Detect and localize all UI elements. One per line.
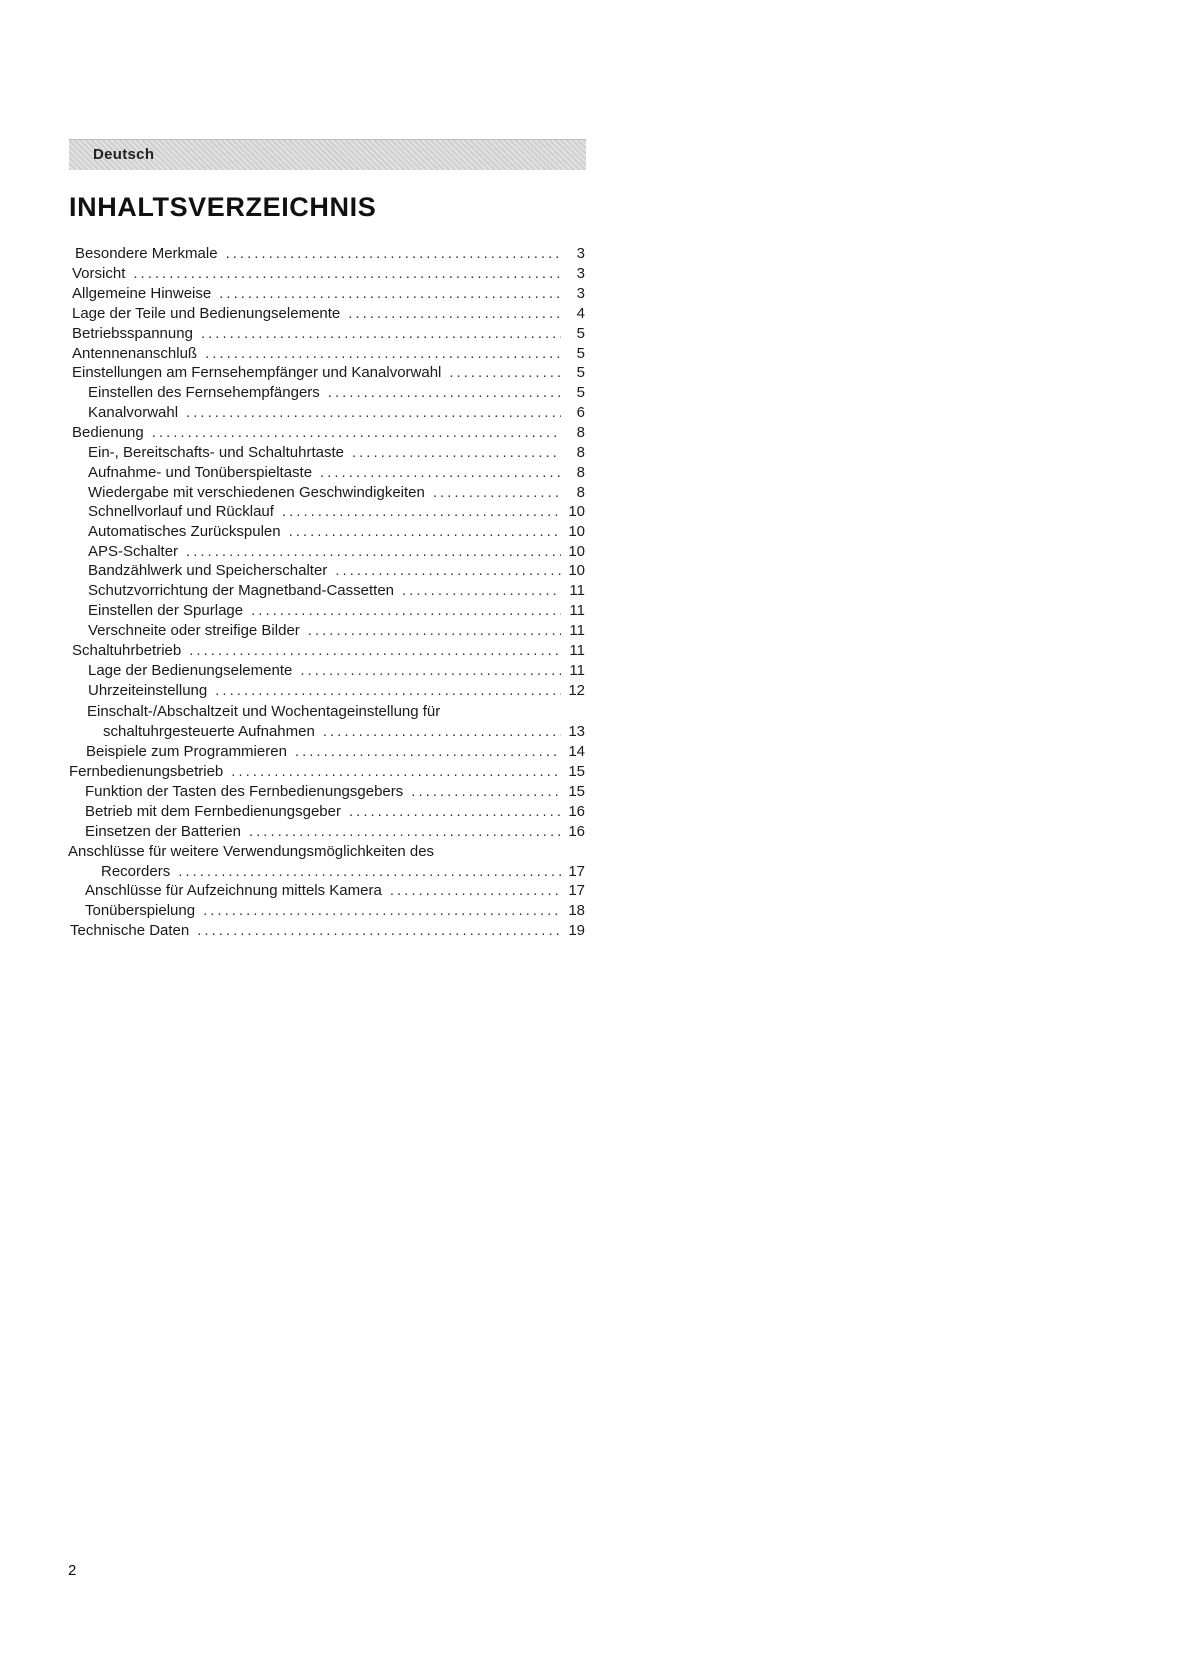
toc-entry-label: Einsetzen der Batterien — [85, 823, 241, 840]
toc-dot-leader — [449, 363, 561, 382]
toc-entry — [72, 641, 585, 660]
toc-entry-label: Technische Daten — [70, 922, 190, 939]
toc-dot-leader — [433, 483, 561, 502]
toc-subentry — [85, 901, 585, 920]
toc-entry-page: 14 — [568, 743, 585, 760]
toc-entry — [75, 244, 585, 263]
toc-entry-page: 17 — [568, 863, 585, 880]
toc-entry-label: Aufnahme- und Tonüberspieltaste — [88, 464, 313, 481]
toc-subentry — [88, 561, 585, 580]
toc-dot-leader — [205, 344, 561, 363]
toc-subentry — [88, 502, 585, 521]
toc-entry-label: Schutzvorrichtung der Magnetband-Cassetten — [88, 582, 395, 599]
toc-entry — [69, 762, 585, 781]
toc-entry-page: 8 — [576, 464, 585, 481]
toc-entry-page: 8 — [576, 484, 585, 501]
toc-entry-page: 5 — [576, 325, 585, 342]
toc-entry-page: 17 — [568, 882, 585, 899]
toc-entry-page: 12 — [568, 682, 585, 699]
toc-subentry — [86, 742, 585, 761]
toc-entry-page: 11 — [569, 642, 585, 659]
toc-entry-label: Schaltuhrbetrieb — [72, 642, 182, 659]
toc-entry-label: Bedienung — [72, 424, 144, 441]
toc-entry-label: Antennenanschluß — [72, 345, 198, 362]
toc-entry — [72, 304, 585, 323]
toc-entry — [72, 324, 585, 343]
toc-subentry — [88, 463, 585, 482]
toc-entry-page: 3 — [576, 245, 585, 262]
toc-entry-label: Anschlüsse für Aufzeichnung mittels Kamera — [85, 882, 382, 899]
toc-dot-leader — [390, 881, 561, 900]
toc-dot-leader — [203, 901, 561, 920]
toc-entry-label: Schnellvorlauf und Rücklauf — [88, 503, 274, 520]
toc-entry-label: Einstellen des Fernsehempfängers — [88, 384, 320, 401]
toc-entry-label: Betrieb mit dem Fernbedienungsgeber — [85, 803, 341, 820]
toc-entry-page: 10 — [568, 503, 585, 520]
toc-entry-label: Tonüberspielung — [85, 902, 196, 919]
toc-entry-label: Beispiele zum Programmieren — [86, 743, 287, 760]
toc-subentry — [85, 802, 585, 821]
toc-entry — [72, 284, 585, 303]
toc-entry-label: Fernbedienungsbetrieb — [69, 763, 224, 780]
toc-dot-leader — [320, 463, 561, 482]
toc-dot-leader — [289, 522, 561, 541]
toc-entry-page: 11 — [569, 602, 585, 619]
toc-entry-page: 10 — [568, 523, 585, 540]
toc-entry-page: 16 — [568, 823, 585, 840]
toc-subentry — [88, 661, 585, 680]
toc-dot-leader — [328, 383, 561, 402]
toc-entry-page: 5 — [576, 345, 585, 362]
toc-dot-leader — [197, 921, 561, 940]
toc-entry-label: Betriebsspannung — [72, 325, 193, 342]
toc-entry-page: 10 — [568, 543, 585, 560]
toc-dot-leader — [219, 284, 561, 303]
toc-entry-label: Automatisches Zurückspulen — [88, 523, 281, 540]
toc-entry-page: 19 — [568, 922, 585, 939]
toc-entry-page: 8 — [576, 424, 585, 441]
toc-dot-leader — [186, 403, 561, 422]
toc-dot-leader — [308, 621, 561, 640]
toc-dot-leader — [231, 762, 561, 781]
toc-entry — [70, 921, 585, 940]
toc-entry-page: 18 — [568, 902, 585, 919]
toc-entry-label: Lage der Bedienungselemente — [88, 662, 293, 679]
toc-entry-label: Einstellen der Spurlage — [88, 602, 244, 619]
toc-entry — [72, 363, 585, 382]
page-number: 2 — [68, 1562, 77, 1579]
toc-entry — [72, 344, 585, 363]
toc-entry-label: Recorders — [101, 863, 171, 880]
toc-entry-page: 6 — [576, 404, 585, 421]
toc-subentry — [88, 483, 585, 502]
toc-entry-page: 11 — [569, 662, 585, 679]
toc-entry — [101, 862, 585, 881]
toc-subentry — [88, 383, 585, 402]
toc-entry — [72, 264, 585, 283]
toc-entry-label: Lage der Teile und Bedienungselemente — [72, 305, 341, 322]
toc-dot-leader — [249, 822, 561, 841]
toc-subentry — [103, 722, 585, 741]
toc-dot-leader — [349, 802, 561, 821]
toc-subentry — [85, 782, 585, 801]
toc-dot-leader — [348, 304, 561, 323]
toc-dot-leader — [402, 581, 561, 600]
toc-subentry — [88, 621, 585, 640]
toc-dot-leader — [226, 244, 561, 263]
toc-subentry — [88, 601, 585, 620]
toc-entry-page: 4 — [576, 305, 585, 322]
toc-dot-leader — [282, 502, 561, 521]
toc-entry-page: 15 — [568, 763, 585, 780]
toc-entry-label: schaltuhrgesteuerte Aufnahmen — [103, 723, 315, 740]
toc-dot-leader — [133, 264, 561, 283]
toc-dot-leader — [189, 641, 561, 660]
toc-entry-label: Einstellungen am Fernsehempfänger und Kanalvorwahl — [72, 364, 442, 381]
toc-subentry — [88, 522, 585, 541]
toc-entry-label: Bandzählwerk und Speicherschalter — [88, 562, 328, 579]
section-language-label: Deutsch — [93, 146, 155, 163]
toc-entry-page: 16 — [568, 803, 585, 820]
toc-entry-label: Vorsicht — [72, 265, 126, 282]
toc-subentry — [88, 403, 585, 422]
toc-entry-label: Wiedergabe mit verschiedenen Geschwindigkeiten — [88, 484, 425, 501]
toc-entry-page: 5 — [576, 384, 585, 401]
toc-dot-leader — [178, 862, 561, 881]
toc-dot-leader — [323, 722, 561, 741]
toc-entry-page: 3 — [576, 285, 585, 302]
toc-entry-label: Verschneite oder streifige Bilder — [88, 622, 300, 639]
toc-dot-leader — [295, 742, 561, 761]
toc-entry-continued: Anschlüsse für weitere Verwendungsmöglichkeiten des — [68, 843, 435, 860]
toc-dot-leader — [411, 782, 561, 801]
toc-entry-page: 11 — [569, 582, 585, 599]
toc-dot-leader — [300, 661, 561, 680]
toc-subentry — [88, 542, 585, 561]
toc-entry-page: 13 — [568, 723, 585, 740]
toc-subentry — [88, 581, 585, 600]
toc-dot-leader — [201, 324, 561, 343]
toc-dot-leader — [215, 681, 561, 700]
toc-entry-label: Allgemeine Hinweise — [72, 285, 212, 302]
toc-entry-label: Uhrzeiteinstellung — [88, 682, 208, 699]
toc-entry — [72, 423, 585, 442]
toc-dot-leader — [186, 542, 561, 561]
toc-subentry — [88, 681, 585, 700]
toc-dot-leader — [152, 423, 561, 442]
toc-subentry — [85, 881, 585, 900]
page-title: INHALTSVERZEICHNIS — [69, 192, 377, 222]
toc-entry-page: 11 — [569, 622, 585, 639]
toc-entry-page: 3 — [576, 265, 585, 282]
toc-entry-label: Funktion der Tasten des Fernbedienungsgebers — [85, 783, 404, 800]
toc-subentry-continued: Einschalt-/Abschaltzeit und Wochentageinstellung für — [87, 703, 441, 720]
toc-dot-leader — [251, 601, 561, 620]
toc-entry-label: Ein-, Bereitschafts- und Schaltuhrtaste — [88, 444, 344, 461]
toc-subentry — [88, 443, 585, 462]
toc-entry-page: 15 — [568, 783, 585, 800]
toc-entry-page: 5 — [576, 364, 585, 381]
toc-dot-leader — [352, 443, 561, 462]
toc-dot-leader — [335, 561, 561, 580]
toc-subentry — [85, 822, 585, 841]
toc-entry-page: 8 — [576, 444, 585, 461]
toc-entry-page: 10 — [568, 562, 585, 579]
toc-entry-label: Besondere Merkmale — [75, 245, 218, 262]
toc-entry-label: APS-Schalter — [88, 543, 179, 560]
toc-entry-label: Kanalvorwahl — [88, 404, 179, 421]
